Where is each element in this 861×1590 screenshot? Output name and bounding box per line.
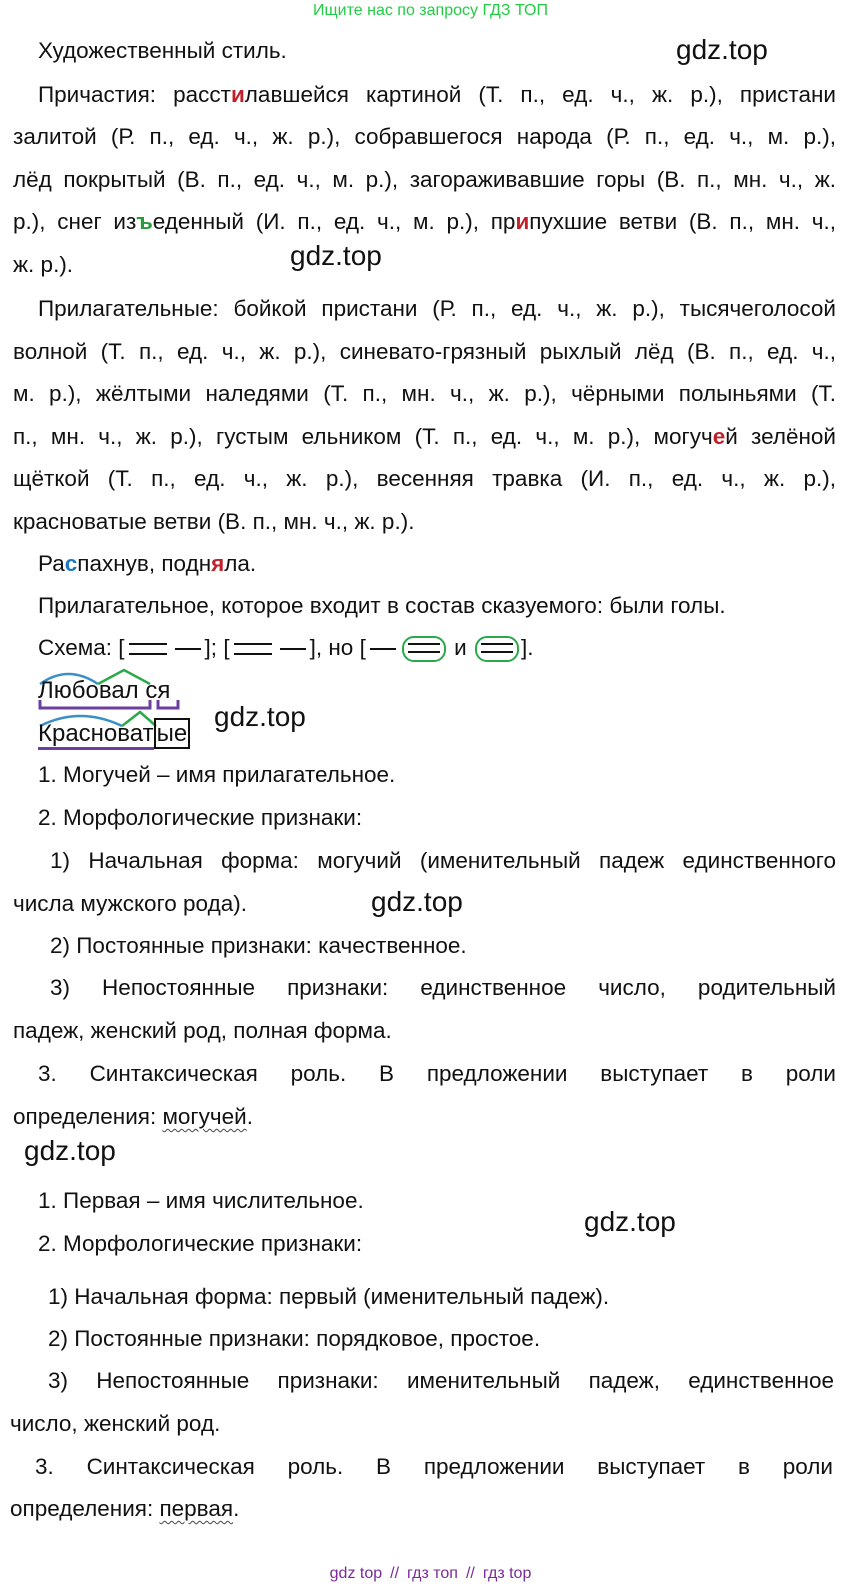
participles-line: ж. р.). bbox=[13, 252, 74, 277]
subject-mark bbox=[280, 648, 306, 650]
watermark: gdz.top bbox=[290, 240, 382, 271]
footer-link[interactable]: gdz top bbox=[329, 1565, 383, 1582]
spelling-mark: ъ bbox=[136, 209, 153, 234]
morpheme-word bbox=[38, 676, 170, 706]
text: пухшие ветви (В. п., мн. ч., bbox=[529, 209, 836, 234]
search-banner[interactable]: Ищите нас по запросу ГДЗ ТОП bbox=[313, 2, 548, 19]
sentence-schema bbox=[38, 633, 533, 663]
attribute-word: могучей bbox=[162, 1104, 247, 1129]
subject-mark bbox=[370, 648, 396, 650]
analysis-item: 3. Синтаксическая роль. В предложении выступает в роли bbox=[35, 1454, 833, 1479]
morpheme-word bbox=[38, 719, 190, 749]
period: . bbox=[527, 635, 534, 660]
analysis-subitem: 2) Постоянные признаки: качественное. bbox=[50, 933, 467, 958]
text: Ра bbox=[38, 551, 65, 576]
spelling-mark: и bbox=[230, 82, 245, 107]
analysis-subitem: 3) Непостоянные признаки: единственное число, родительный bbox=[50, 975, 836, 1000]
footer-separator: // bbox=[390, 1565, 400, 1582]
analysis-subitem: число, женский род. bbox=[10, 1411, 221, 1436]
analysis-item bbox=[10, 1494, 239, 1524]
adjectives-line bbox=[13, 422, 836, 452]
analysis-item: 2. Морфологические признаки: bbox=[38, 805, 363, 830]
text: й зелёной bbox=[725, 424, 836, 449]
word-postfix: ся bbox=[145, 677, 171, 704]
spelling-mark: я bbox=[211, 551, 225, 576]
watermark: gdz.top bbox=[584, 1206, 676, 1237]
footer-separator: // bbox=[465, 1565, 475, 1582]
predicate-oval-mark bbox=[402, 636, 446, 662]
watermark: gdz.top bbox=[676, 34, 768, 65]
watermark: gdz.top bbox=[214, 701, 306, 732]
conjunction: , но bbox=[315, 635, 354, 660]
footer-link[interactable]: гдз top bbox=[482, 1565, 532, 1582]
bracket-open: [ bbox=[359, 635, 366, 660]
word-ending: ые bbox=[154, 718, 191, 749]
watermark: gdz.top bbox=[24, 1135, 116, 1166]
attribute-word: первая bbox=[159, 1496, 234, 1521]
analysis-item: 1. Могучей – имя прилагательное. bbox=[38, 762, 396, 787]
text: лавшейся картиной (Т. п., ед. ч., ж. р.), пристани bbox=[244, 82, 836, 107]
verbal-forms-line bbox=[38, 549, 256, 579]
spelling-mark: с bbox=[64, 551, 78, 576]
analysis-subitem: 2) Постоянные признаки: порядковое, простое. bbox=[48, 1326, 541, 1351]
adjectives-line: м. р.), жёлтыми наледями (Т. п., мн. ч., ж. р.), чёрными полыньями (Т. bbox=[13, 381, 836, 406]
footer-link[interactable]: гдз топ bbox=[407, 1565, 458, 1582]
participles-line bbox=[38, 80, 836, 110]
text: р.), снег из bbox=[13, 209, 137, 234]
participles-line: лёд покрытый (В. п., ед. ч., м. р.), загораживавшие горы (В. п., мн. ч., ж. bbox=[13, 167, 836, 192]
watermark: gdz.top bbox=[371, 886, 463, 917]
bracket-close: ] bbox=[204, 635, 211, 660]
analysis-item: 2. Морфологические признаки: bbox=[38, 1231, 363, 1256]
word-root: Любовал bbox=[38, 677, 139, 704]
bracket-open: [ bbox=[223, 635, 230, 660]
text: еденный (И. п., ед. ч., м. р.), пр bbox=[152, 209, 516, 234]
analysis-item bbox=[13, 1102, 253, 1132]
text: . bbox=[233, 1496, 240, 1521]
text: определения: bbox=[13, 1104, 163, 1129]
bracket-close: ] bbox=[309, 635, 316, 660]
text: Причастия: расст bbox=[38, 82, 231, 107]
subject-mark bbox=[175, 648, 201, 650]
text: ла. bbox=[224, 551, 257, 576]
text: п., мн. ч., ж. р.), густым ельником (Т. п., ед. ч., м. р.), могуч bbox=[13, 424, 713, 449]
adjectives-line: красноватые ветви (В. п., мн. ч., ж. р.). bbox=[13, 509, 415, 534]
spelling-mark: е bbox=[712, 424, 726, 449]
word-stem: Красноват bbox=[38, 720, 154, 750]
spelling-mark: и bbox=[515, 209, 530, 234]
analysis-item: 3. Синтаксическая роль. В предложении выступает в роли bbox=[38, 1061, 836, 1086]
conjunction: и bbox=[454, 635, 467, 660]
text: . bbox=[246, 1104, 253, 1129]
predicate-mark bbox=[129, 643, 167, 655]
text: пахнув, подн bbox=[77, 551, 212, 576]
analysis-subitem: 1) Начальная форма: могучий (именительный падеж единственного bbox=[50, 848, 836, 873]
analysis-item: 1. Первая – имя числительное. bbox=[38, 1188, 364, 1213]
predicate-adjective-line: Прилагательное, которое входит в состав сказуемого: были голы. bbox=[38, 593, 726, 618]
separator: ; bbox=[210, 635, 218, 660]
schema-label: Схема: bbox=[38, 635, 112, 660]
predicate-oval-mark bbox=[475, 636, 519, 662]
analysis-subitem: числа мужского рода). bbox=[13, 891, 247, 916]
bracket-close: ] bbox=[520, 635, 528, 660]
adjectives-line: волной (Т. п., ед. ч., ж. р.), синевато-грязный рыхлый лёд (В. п., ед. ч., bbox=[13, 339, 836, 364]
participles-line bbox=[13, 207, 836, 237]
adjectives-line: щёткой (Т. п., ед. ч., ж. р.), весенняя травка (И. п., ед. ч., ж. р.), bbox=[13, 466, 836, 491]
analysis-subitem: 1) Начальная форма: первый (именительный падеж). bbox=[48, 1284, 610, 1309]
participles-line: залитой (Р. п., ед. ч., ж. р.), собравшегося народа (Р. п., ед. ч., м. р.), bbox=[13, 124, 836, 149]
predicate-mark bbox=[234, 643, 272, 655]
footer-links bbox=[0, 1563, 861, 1585]
analysis-subitem: падеж, женский род, полная форма. bbox=[13, 1018, 392, 1043]
bracket-open: [ bbox=[118, 635, 125, 660]
analysis-subitem: 3) Непостоянные признаки: именительный падеж, единственное bbox=[48, 1368, 834, 1393]
text: определения: bbox=[10, 1496, 160, 1521]
adjectives-line: Прилагательные: бойкой пристани (Р. п., ед. ч., ж. р.), тысячеголосой bbox=[38, 296, 836, 321]
style-paragraph: Художественный стиль. bbox=[38, 38, 287, 63]
